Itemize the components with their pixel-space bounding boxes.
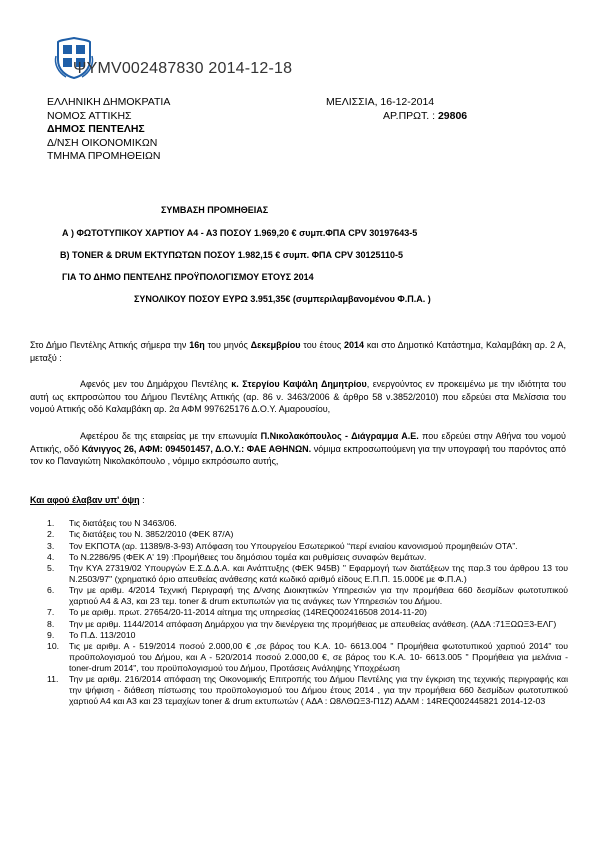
issuer-line: ΔΗΜΟΣ ΠΕΝΤΕΛΗΣ xyxy=(47,123,145,135)
contract-title: ΣΥΜΒΑΣΗ ΠΡΟΜΗΘΕΙΑΣ xyxy=(161,205,269,215)
list-item: 9. Το Π.Δ. 113/2010 xyxy=(47,629,136,640)
protocol-label: ΑΡ.ΠΡΩΤ. : xyxy=(383,109,436,122)
list-item: 3. Τον ΕΚΠΟΤΑ (αρ. 11389/8-3-93) Απόφαση του Υπουργείου Εσωτερικού “περί ενιαίου κανονισμού προμηθειών ΟΤΑ”. xyxy=(47,540,518,551)
list-item: 7. Το με αριθμ. πρωτ. 27654/20-11-2014 αίτημα της υπηρεσίας (14REQ002416508 2014-11-20) xyxy=(47,607,427,618)
list-item: 10. Τις με αριθμ. Α - 519/2014 ποσού 2.000,00 € ,σε βάρος του Κ.Α. 10- 6613.004 " Προμήθεια φωτοτυπικού χαρτιού 2014" του προϋπολογισμού του Δήμου, και Α - 520/2014 ποσού 2.000,00 €, σε βάρος του Κ.Α. 10- 6613.005 " Προμήθεια για μελάνια - toner-drum 2014", του προϋπολογισμού του Δήμου, Προτάσεις Ανάληψης Υποχρέωση xyxy=(47,641,568,673)
list-item: 11. Την με αριθμ. 216/2014 απόφαση της Οικονομικής Επιτροπής του Δήμου Πεντέλης για την έγκριση της τεχνικής περιγραφής και την ψήφιση - διάθεση πίστωσης του προϋπολογισμού του Δήμου έτους 2014 , για την προμήθεια 660 δεσμίδων φωτοτυπικού χαρτιού Α4 και Α3 και 23 τεμαχίων toner & drum εκτυπωτών ( ΑΔΑ : Ω8ΛΘΩΞ3-Π1Ζ) ΑΔΑΜ : 14REQ002445821 2014-12-03 xyxy=(47,674,568,706)
list-item: 8. Την με αριθμ. 1144/2014 απόφαση Δημάρχου για την διενέργεια της προμήθειας με απευθείας ανάθεση. (ΑΔΑ :71ΞΩΩΞ3-ΕΛΓ) xyxy=(47,618,557,629)
list-item: 4. Το Ν.2286/95 (ΦΕΚ Α' 19) :Προμήθειες του δημόσιου τομέα και ρυθμίσεις συναφών θεμάτων. xyxy=(47,551,427,562)
considering-heading: Και αφού έλαβαν υπ' όψη : xyxy=(30,495,145,505)
list-item: 2. Τις διατάξεις του Ν. 3852/2010 (ΦΕΚ 87/Α) xyxy=(47,529,234,540)
issuer-line: Δ/ΝΣΗ ΟΙΚΟΝΟΜΙΚΩΝ xyxy=(47,136,158,149)
issuer-block xyxy=(47,96,170,164)
party-two-paragraph: Αφετέρου δε της εταιρείας με την επωνυμία Π.Νικολακόπουλος - Διάγραμμα Α.Ε. που εδρεύει στην Αθήνα του νομού Αττικής, οδό Κάνιγγος 26, ΑΦΜ: 094501457, Δ.Ο.Υ.: ΦΑΕ ΑΘΗΝΩΝ. νόμιμα εκπροσωπούμενη για την υπογραφή του παρόντος από τον κο Παναγιώτη Νικολακόπουλο , νόμιμο εκπρόσωπο αυτής, xyxy=(30,431,567,466)
issuer-line: ΕΛΛΗΝΙΚΗ ΔΗΜΟΚΡΑΤΙΑ xyxy=(47,96,171,108)
list-item: 6. Την με αριθμ. 4/2014 Τεχνική Περιγραφή της Δ/νσης Διοικητικών Υπηρεσιών για την προμήθεια 660 δεσμίδων φωτοτυπικού χαρτιού Α4 & Α3, και 23 τεμ. toner & drum εκτυπωτών για τις ανάγκες των Υπηρεσιών του Δήμου. xyxy=(47,585,568,607)
protocol-line xyxy=(326,110,467,124)
contract-item-a: Α ) ΦΩΤΟΤΥΠΙΚΟΥ ΧΑΡΤΙΟΥ Α4 - Α3 ΠΟΣΟΥ 1.969,20 € συμπ.ΦΠΑ CPV 30197643-5 xyxy=(62,228,418,238)
protocol-number: 29806 xyxy=(437,109,468,122)
issuer-line: ΝΟΜΟΣ ΑΤΤΙΚΗΣ xyxy=(47,109,132,122)
document-code: ΨΥΜV002487830 2014-12-18 xyxy=(73,60,293,77)
contract-scope: ΓΙΑ ΤΟ ΔΗΜΟ ΠΕΝΤΕΛΗΣ ΠΡΟΫΠΟΛΟΓΙΣΜΟΥ ΕΤΟΥΣ 2014 xyxy=(62,272,314,282)
list-item: 1. Τις διατάξεις του Ν 3463/06. xyxy=(47,518,177,528)
place-date: ΜΕΛΙΣΣΙΑ, 16-12-2014 xyxy=(326,96,435,108)
intro-paragraph: Στο Δήμο Πεντέλης Αττικής σήμερα την 16η του μηνός Δεκεμβρίου του έτους 2014 και στο Δημοτικό Κατάστημα, Καλαμβάκη αρ. 2 Α, μεταξύ : xyxy=(30,340,567,363)
contract-item-b: Β) TONER & DRUM ΕΚΤΥΠΩΤΩΝ ΠΟΣΟΥ 1.982,15 € συμπ. ΦΠΑ CPV 30125110-5 xyxy=(60,250,404,260)
considerations-list xyxy=(42,518,568,707)
party-one-paragraph: Αφενός μεν του Δημάρχου Πεντέλης κ. Στεργίου Καψάλη Δημητρίου, ενεργούντος εν προκειμένω με την ιδιότητα του αυτή ως εκπροσώπου του Δήμου Πεντέλης Αττικής (αρ. 86 ν. 3463/2006 & άρθρο 58 ν.3852/2010) που εδρεύει στα Μελίσσια του νομού Αττικής οδό Καλαμβάκη αρ. 2α ΑΦΜ 997625176 Δ.Ο.Υ. Αμαρουσίου, xyxy=(30,379,567,414)
list-item: 5. Την ΚΥΑ 27319/02 Υπουργών Ε.Σ.Δ.Δ.Α. και Ανάπτυξης (ΦΕΚ 945Β) " Εφαρμογή των διατάξεων της παρ.3 του άρθρου 13 του Ν.2503/97" (χρηματικό όριο απευθείας ανάθεσης κατά κωδικό αριθμό είδους Ε.Π.Π. 15.000€ με Φ.Π.Α.) xyxy=(47,563,568,584)
contract-total: ΣΥΝΟΛΙΚΟΥ ΠΟΣΟΥ ΕΥΡΩ 3.951,35€ (συμπεριλαμβανομένου Φ.Π.Α. ) xyxy=(134,294,431,304)
meta-block xyxy=(326,96,467,123)
issuer-line: ΤΜΗΜΑ ΠΡΟΜΗΘΕΙΩΝ xyxy=(47,150,161,162)
